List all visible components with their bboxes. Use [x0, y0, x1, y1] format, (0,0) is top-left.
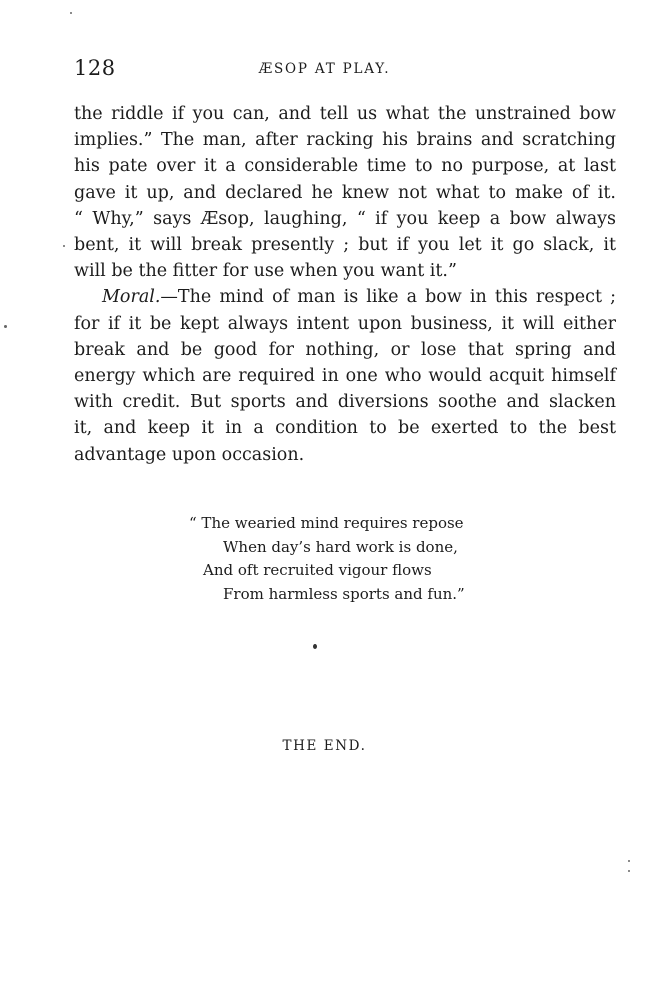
- body-text: [74, 101, 616, 468]
- text-line: his pate over it a considerable time to no purpose, at last: [74, 156, 616, 177]
- text-line: will be the fitter for use when you want it.”: [74, 261, 457, 282]
- poem-line: When day’s hard work is done,: [223, 537, 458, 556]
- poem-line: “ The wearied mind requires repose: [189, 514, 464, 532]
- poem: [187, 512, 465, 606]
- text-line: bent, it will break presently ; but if you let it go slack, it: [74, 235, 616, 256]
- text-line: it, and keep it in a condition to be exerted to the best: [74, 418, 616, 439]
- paper-speck: [70, 12, 72, 14]
- paper-speck: [4, 325, 7, 328]
- ornament-dot: [313, 644, 317, 649]
- text-line: advantage upon occasion.: [74, 444, 305, 465]
- poem-line: From harmless sports and fun.”: [223, 584, 465, 603]
- text-line: with credit. But sports and diversions soothe and slacken: [74, 392, 616, 413]
- text-line: [74, 284, 616, 310]
- paper-speck: [628, 870, 630, 872]
- moral-label: Moral.: [102, 287, 161, 308]
- text-line: for if it be kept always intent upon business, it will either: [74, 313, 616, 334]
- poem-line: And oft recruited vigour flows: [203, 561, 432, 579]
- running-head: ÆSOP AT PLAY.: [258, 61, 391, 77]
- text-line: gave it up, and declared he knew not what to make of it.: [74, 182, 616, 203]
- text-line: break and be good for nothing, or lose that spring and: [74, 339, 616, 360]
- paragraph-1: [74, 101, 616, 284]
- text-line: the riddle if you can, and tell us what the unstrained bow: [74, 104, 616, 124]
- text-line: implies.” The man, after racking his brains and scratching: [74, 130, 616, 151]
- moral-first-line: —The mind of man is like a bow in this respect ;: [160, 287, 616, 308]
- text-line: energy which are required in one who would acquit himself: [74, 366, 616, 387]
- text-line: “ Why,” says Æsop, laughing, “ if you keep a bow always: [74, 208, 616, 229]
- page-number: 128: [74, 56, 116, 80]
- paper-speck: [63, 245, 65, 247]
- paper-speck: [628, 860, 630, 862]
- the-end: THE END.: [282, 738, 367, 754]
- moral-paragraph: [74, 284, 616, 467]
